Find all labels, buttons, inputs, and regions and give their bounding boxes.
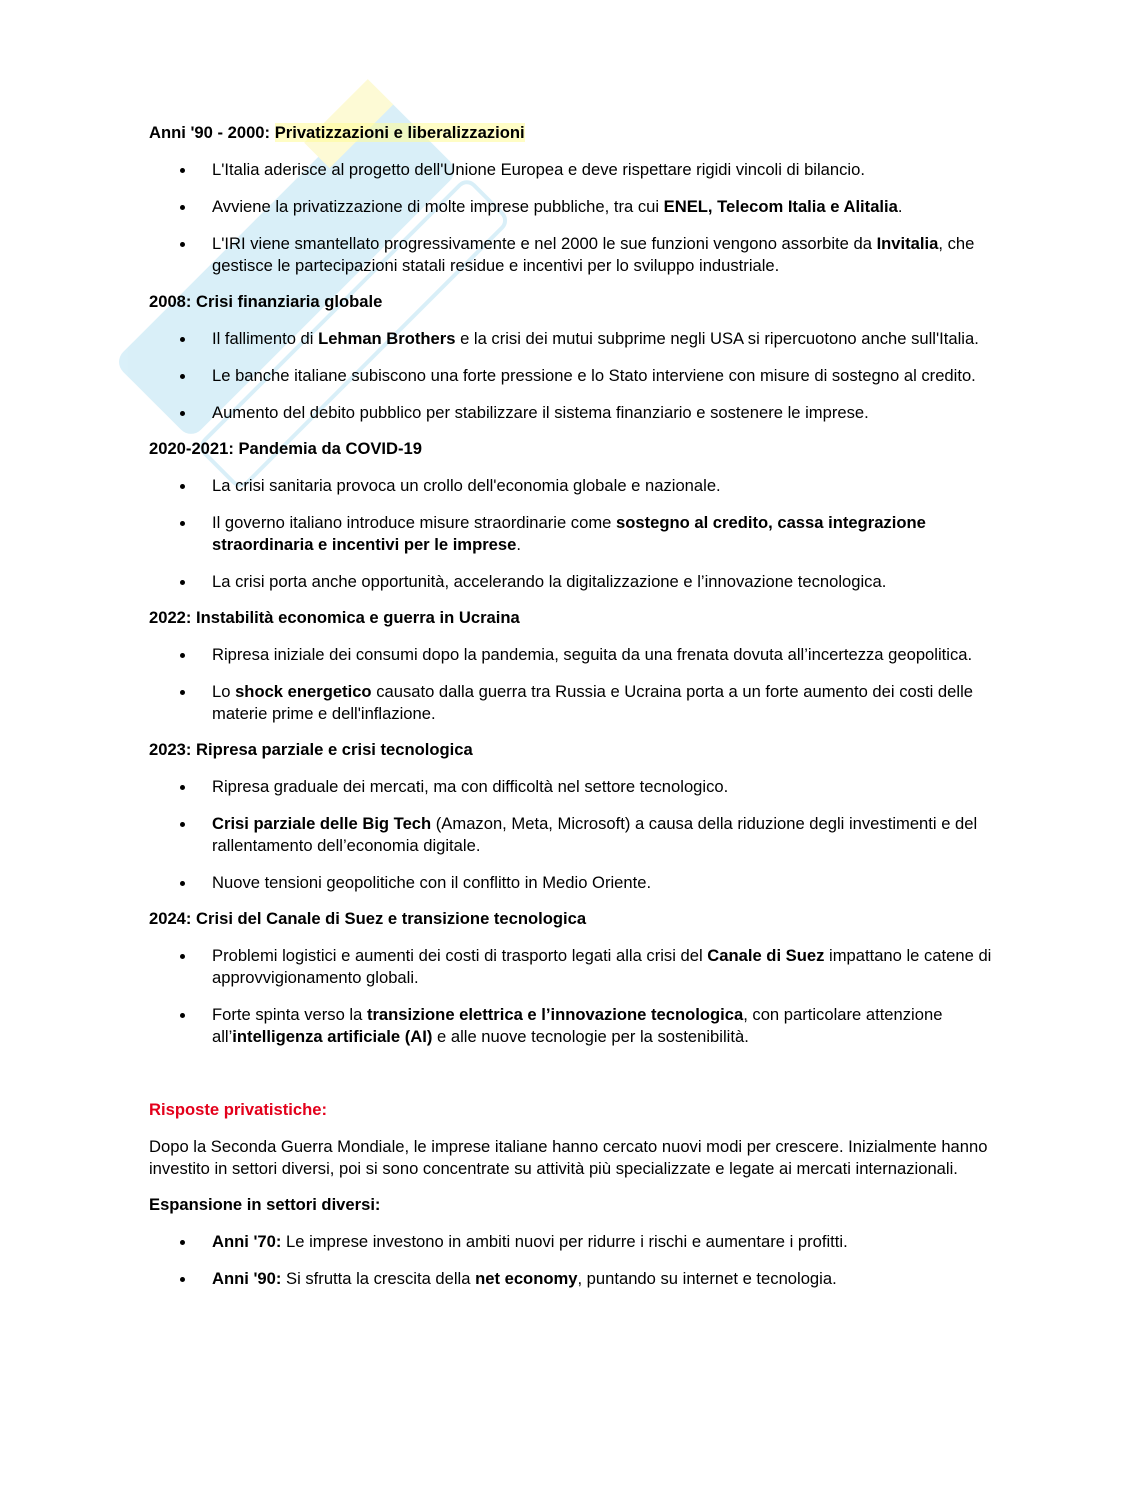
bold-text: sostegno al credito, cassa integrazione straordinaria e incentivi per le imprese xyxy=(212,513,926,554)
text-segment: e alle nuove tecnologie per la sostenibilità. xyxy=(432,1027,749,1046)
section-heading: Anni '90 - 2000: Privatizzazioni e liberalizzazioni xyxy=(149,123,525,142)
list-item xyxy=(149,813,1009,857)
text-segment: . xyxy=(897,197,903,216)
text-segment: Il fallimento di xyxy=(212,329,319,348)
list-item xyxy=(149,945,1009,989)
text-segment: Aumento del debito pubblico per stabilizzare il sistema finanziario e sostenere le imprese. xyxy=(212,403,869,422)
bold-text: ENEL, Telecom Italia e Alitalia xyxy=(663,197,898,216)
section-2008 xyxy=(149,291,1009,424)
list-item xyxy=(149,159,1009,181)
list-item xyxy=(149,233,1009,277)
text-segment: , puntando su internet e tecnologia. xyxy=(577,1269,837,1288)
intro-paragraph: Dopo la Seconda Guerra Mondiale, le imprese italiane hanno cercato nuovi modi per crescere. Inizialmente hanno investito in settori diversi, poi si sono concentrate su attività più specializzate e legate ai mercati internazionali. xyxy=(149,1137,988,1178)
bullet-list xyxy=(149,1231,1009,1290)
text-segment: Ripresa iniziale dei consumi dopo la pandemia, seguita da una frenata dovuta all’incertezza geopolitica. xyxy=(212,645,973,664)
text-segment: La crisi porta anche opportunità, accelerando la digitalizzazione e l’innovazione tecnologica. xyxy=(212,572,887,591)
list-item xyxy=(149,644,1009,666)
bold-text: net economy xyxy=(475,1269,578,1288)
text-segment: impattano le catene di approvvigionamento globali. xyxy=(212,946,992,987)
section-2024 xyxy=(149,908,1009,1048)
section-2020 xyxy=(149,438,1009,593)
sub-heading: Espansione in settori diversi: xyxy=(149,1195,381,1214)
bold-text: Canale di Suez xyxy=(707,946,825,965)
section-2023 xyxy=(149,739,1009,894)
bold-text: Anni '90: xyxy=(212,1269,282,1288)
section-heading: 2008: Crisi finanziaria globale xyxy=(149,292,383,311)
bold-text: Anni '70: xyxy=(212,1232,282,1251)
highlighted-heading-text: Privatizzazioni e liberalizzazioni xyxy=(274,123,525,142)
text-segment: causato dalla guerra tra Russia e Ucraina porta a un forte aumento dei costi delle materie prime e dell'inflazione. xyxy=(212,682,973,723)
text-segment: Avviene la privatizzazione di molte imprese pubbliche, tra cui xyxy=(212,197,664,216)
text-segment: Forte spinta verso la xyxy=(212,1005,367,1024)
list-item xyxy=(149,872,1009,894)
bullet-list xyxy=(149,945,1009,1048)
bold-text: Crisi parziale delle Big Tech xyxy=(212,814,432,833)
text-segment: e la crisi dei mutui subprime negli USA si ripercuotono anche sull'Italia. xyxy=(455,329,979,348)
text-segment: . xyxy=(516,535,521,554)
list-item xyxy=(149,1231,1009,1253)
section-heading: 2024: Crisi del Canale di Suez e transizione tecnologica xyxy=(149,909,587,928)
bold-text: Invitalia xyxy=(876,234,939,253)
document-body xyxy=(149,122,1009,1290)
bullet-list xyxy=(149,159,1009,277)
list-item xyxy=(149,776,1009,798)
text-segment: (Amazon, Meta, Microsoft) a causa della riduzione degli investimenti e del rallentamento dell’economia digitale. xyxy=(212,814,978,855)
bold-text: Lehman Brothers xyxy=(318,329,456,348)
text-segment: La crisi sanitaria provoca un crollo dell'economia globale e nazionale. xyxy=(212,476,721,495)
text-segment: Ripresa graduale dei mercati, ma con difficoltà nel settore tecnologico. xyxy=(212,777,729,796)
list-item xyxy=(149,1004,1009,1048)
text-segment: L'Italia aderisce al progetto dell'Unione Europea e deve rispettare rigidi vincoli di bilancio. xyxy=(212,160,865,179)
text-segment: Nuove tensioni geopolitiche con il conflitto in Medio Oriente. xyxy=(212,873,652,892)
section-heading: 2022: Instabilità economica e guerra in Ucraina xyxy=(149,608,520,627)
list-item xyxy=(149,402,1009,424)
text-segment: L'IRI viene smantellato progressivamente e nel 2000 le sue funzioni vengono assorbite da xyxy=(212,234,877,253)
text-segment: Problemi logistici e aumenti dei costi di trasporto legati alla crisi del xyxy=(212,946,708,965)
text-segment: Le banche italiane subiscono una forte pressione e lo Stato interviene con misure di sostegno al credito. xyxy=(212,366,976,385)
list-item xyxy=(149,196,1009,218)
bullet-list xyxy=(149,776,1009,894)
section-risposte xyxy=(149,1099,1009,1290)
risposte-heading: Risposte privatistiche: xyxy=(149,1100,327,1119)
text-segment: , che gestisce le partecipazioni statali residue e incentivi per lo sviluppo industriale. xyxy=(212,234,975,275)
list-item xyxy=(149,571,1009,593)
list-item xyxy=(149,1268,1009,1290)
list-item xyxy=(149,512,1009,556)
bold-text: transizione elettrica e l’innovazione tecnologica xyxy=(366,1005,744,1024)
bold-text: intelligenza artificiale (AI) xyxy=(232,1027,433,1046)
bullet-list xyxy=(149,475,1009,593)
bullet-list xyxy=(149,328,1009,424)
list-item xyxy=(149,365,1009,387)
bullet-list xyxy=(149,644,1009,725)
list-item xyxy=(149,681,1009,725)
list-item xyxy=(149,475,1009,497)
text-segment: Il governo italiano introduce misure straordinarie come xyxy=(212,513,616,532)
text-segment: , con particolare attenzione all’ xyxy=(212,1005,943,1046)
bold-text: shock energetico xyxy=(235,682,372,701)
section-2022 xyxy=(149,607,1009,725)
text-segment: Le imprese investono in ambiti nuovi per ridurre i rischi e aumentare i profitti. xyxy=(281,1232,848,1251)
section-heading: 2023: Ripresa parziale e crisi tecnologica xyxy=(149,740,473,759)
text-segment: Si sfrutta la crescita della xyxy=(281,1269,476,1288)
section-1990s xyxy=(149,122,1009,277)
text-segment: Lo xyxy=(212,682,236,701)
list-item xyxy=(149,328,1009,350)
section-heading: 2020-2021: Pandemia da COVID-19 xyxy=(149,439,423,458)
